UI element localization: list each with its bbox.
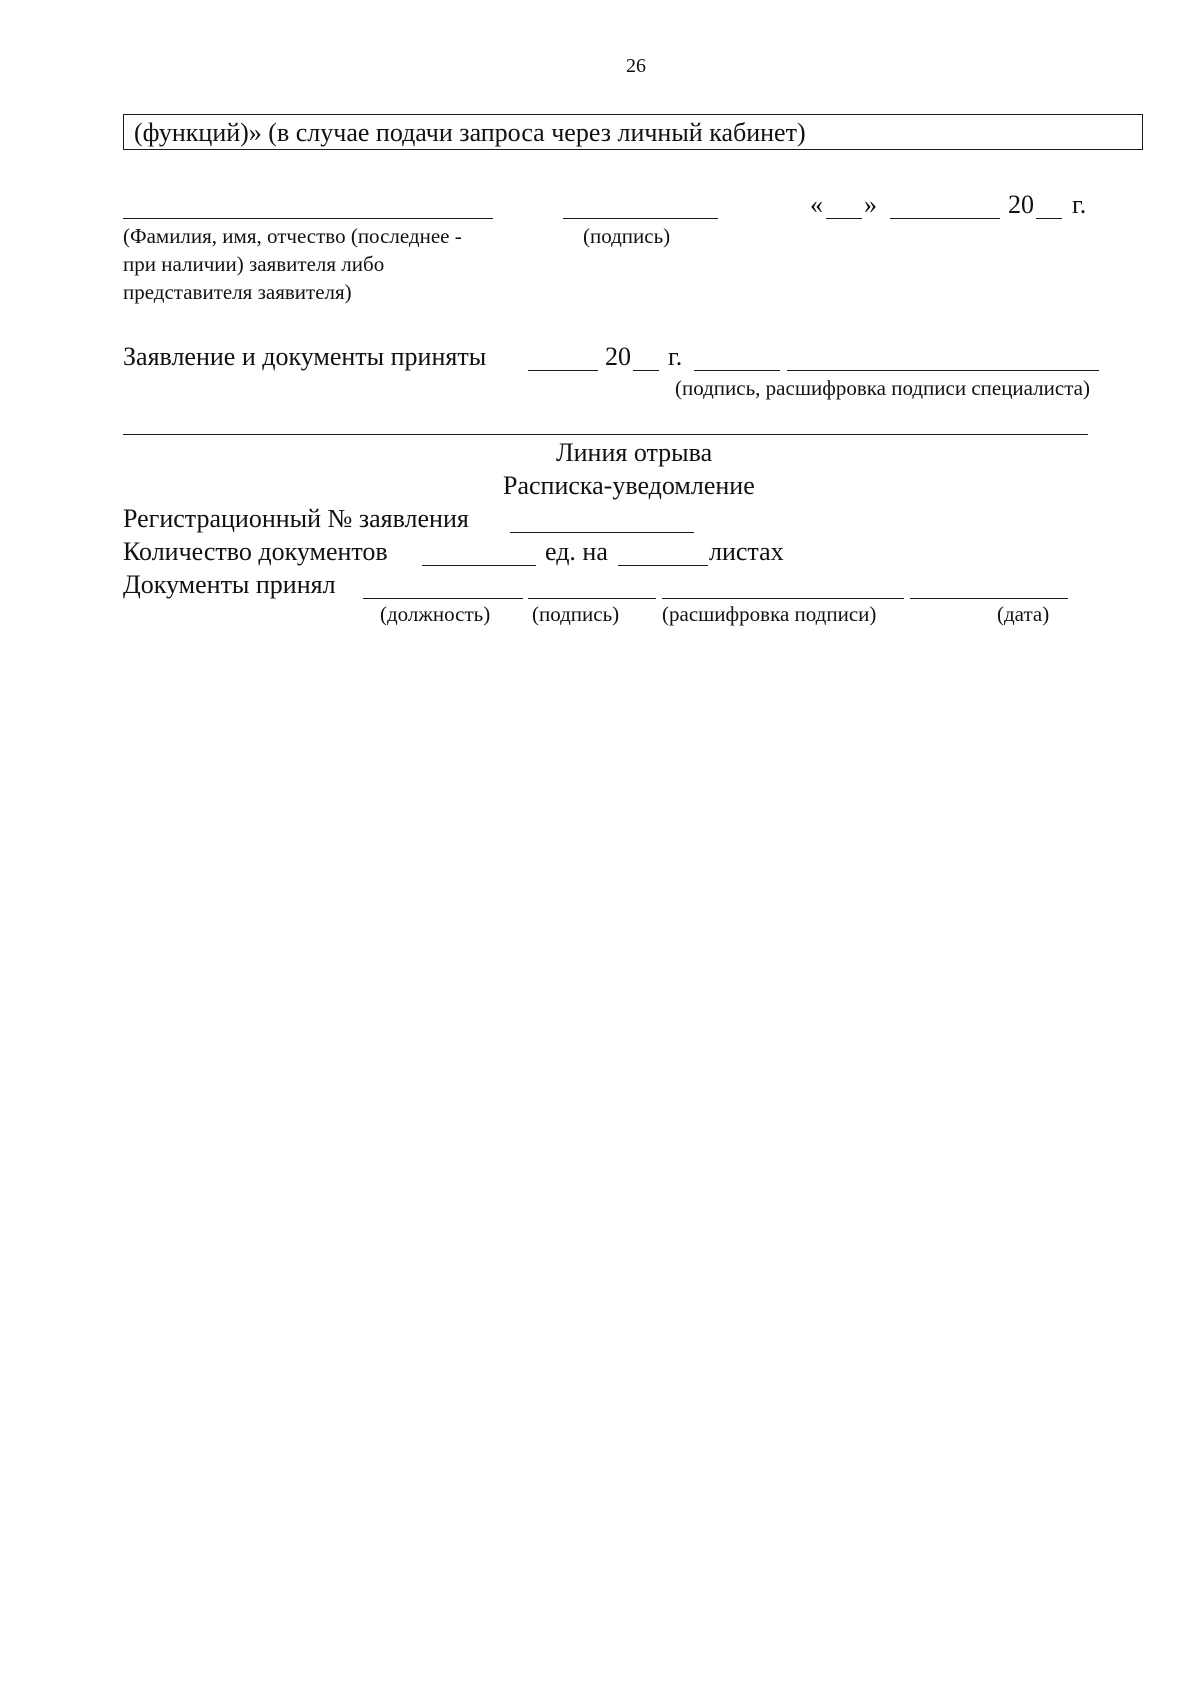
registration-number-blank xyxy=(510,532,694,533)
registration-number-label: Регистрационный № заявления xyxy=(123,504,469,533)
accepted-signature-blank xyxy=(694,370,780,371)
name-caption-line-3: представителя заявителя) xyxy=(123,280,352,304)
header-box-text: (функций)» (в случае подачи запроса через личный кабинет) xyxy=(134,118,806,147)
date-year: 20 xyxy=(1008,190,1034,219)
caption-position: (должность) xyxy=(380,602,491,626)
document-count-blank xyxy=(422,565,536,566)
document-count-units: ед. на xyxy=(545,537,608,566)
accepted-decoding-blank xyxy=(787,370,1099,371)
name-caption-line-1: (Фамилия, имя, отчество (последнее - xyxy=(123,224,462,248)
document-count-label: Количество документов xyxy=(123,537,388,566)
accepted-year: 20 xyxy=(605,342,631,371)
accepted-date-blank xyxy=(528,370,598,371)
name-blank-line xyxy=(123,218,493,219)
accepted-year-blank xyxy=(633,370,659,371)
date-year-blank xyxy=(1036,218,1062,219)
receipt-signature-blank xyxy=(528,598,656,599)
signature-caption: (подпись) xyxy=(583,224,671,248)
caption-signature: (подпись) xyxy=(532,602,620,626)
accepted-by-label: Документы принял xyxy=(123,570,336,599)
accepted-caption: (подпись, расшифровка подписи специалиста) xyxy=(675,376,1090,400)
tear-line-label: Линия отрыва xyxy=(556,438,713,467)
date-blank xyxy=(910,598,1068,599)
date-day-blank xyxy=(826,218,862,219)
date-month-blank xyxy=(890,218,1000,219)
position-blank xyxy=(363,598,523,599)
sheets-label: листах xyxy=(709,537,784,566)
date-year-suffix: г. xyxy=(1072,190,1087,219)
accepted-year-suffix: г. xyxy=(668,342,683,371)
name-caption-line-2: при наличии) заявителя либо xyxy=(123,252,385,276)
receipt-title: Расписка-уведомление xyxy=(503,471,755,500)
date-quote-close: » xyxy=(864,190,877,219)
caption-decoding: (расшифровка подписи) xyxy=(662,602,877,626)
page-number: 26 xyxy=(626,55,646,77)
tear-line xyxy=(123,434,1088,435)
sheets-count-blank xyxy=(618,565,708,566)
signature-blank-line xyxy=(563,218,718,219)
date-quote-open: « xyxy=(810,190,823,219)
caption-date: (дата) xyxy=(997,602,1050,626)
accepted-label: Заявление и документы приняты xyxy=(123,342,487,371)
decoding-blank xyxy=(662,598,904,599)
